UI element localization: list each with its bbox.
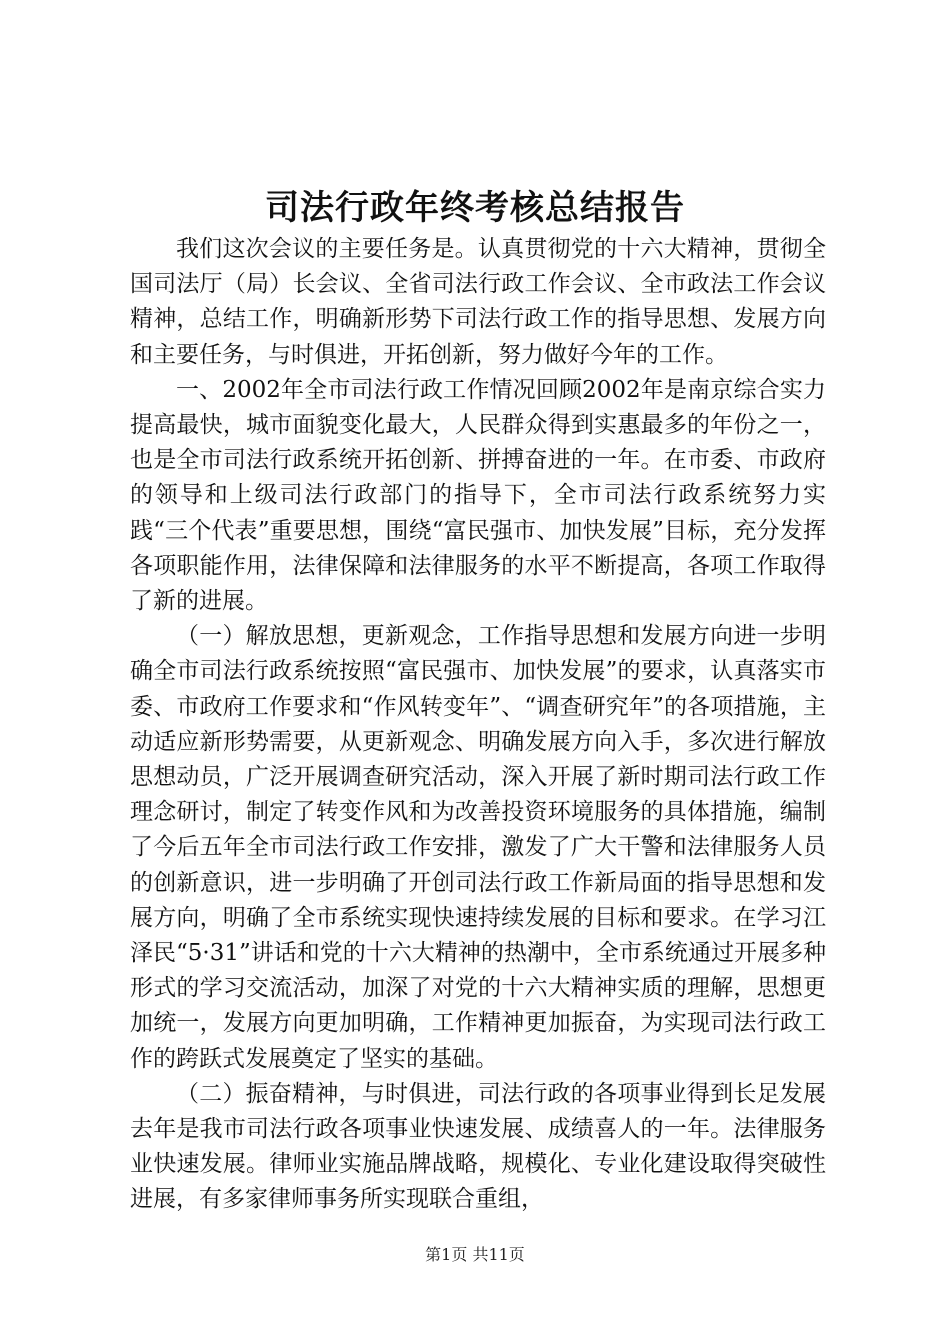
document-body bbox=[130, 232, 826, 1218]
paragraph: （一）解放思想，更新观念，工作指导思想和发展方向进一步明确全市司法行政系统按照“富民强市、加快发展”的要求，认真落实市委、市政府工作要求和“作风转变年”、“调查研究年”的各项措施，主动适应新形势需要，从更新观念、明确发展方向入手，多次进行解放思想动员，广泛开展调查研究活动，深入开展了新时期司法行政工作理念研讨，制定了转变作风和为改善投资环境服务的具体措施，编制了今后五年全市司法行政工作安排，激发了广大干警和法律服务人员的创新意识，进一步明确了开创司法行政工作新局面的指导思想和发展方向，明确了全市系统实现快速持续发展的目标和要求。在学习江泽民“5·31”讲话和党的十六大精神的热潮中，全市系统通过开展多种形式的学习交流活动，加深了对党的十六大精神实质的理解，思想更加统一，发展方向更加明确，工作精神更加振奋，为实现司法行政工作的跨跃式发展奠定了坚实的基础。 bbox=[130, 623, 826, 1072]
paragraph: 一、2002年全市司法行政工作情况回顾2002年是南京综合实力提高最快，城市面貌变化最大，人民群众得到实惠最多的年份之一，也是全市司法行政系统开拓创新、拼搏奋进的一年。在市委、市政府的领导和上级司法行政部门的指导下，全市司法行政系统努力实践“三个代表”重要思想，围绕“富民强市、加快发展”目标，充分发挥各项职能作用，法律保障和法律服务的水平不断提高，各项工作取得了新的进展。 bbox=[130, 376, 826, 615]
page-number: 第1页 共11页 bbox=[425, 1245, 525, 1264]
paragraph: （二）振奋精神，与时俱进，司法行政的各项事业得到长足发展去年是我市司法行政各项事业快速发展、成绩喜人的一年。法律服务业快速发展。律师业实施品牌战略，规模化、专业化建设取得突破性进展，有多家律师事务所实现联合重组， bbox=[130, 1080, 826, 1213]
paragraph: 我们这次会议的主要任务是。认真贯彻党的十六大精神，贯彻全国司法厅（局）长会议、全省司法行政工作会议、全市政法工作会议精神，总结工作，明确新形势下司法行政工作的指导思想、发展方向和主要任务，与时俱进，开拓创新，努力做好今年的工作。 bbox=[130, 236, 826, 368]
document-title: 司法行政年终考核总结报告 bbox=[265, 188, 685, 228]
